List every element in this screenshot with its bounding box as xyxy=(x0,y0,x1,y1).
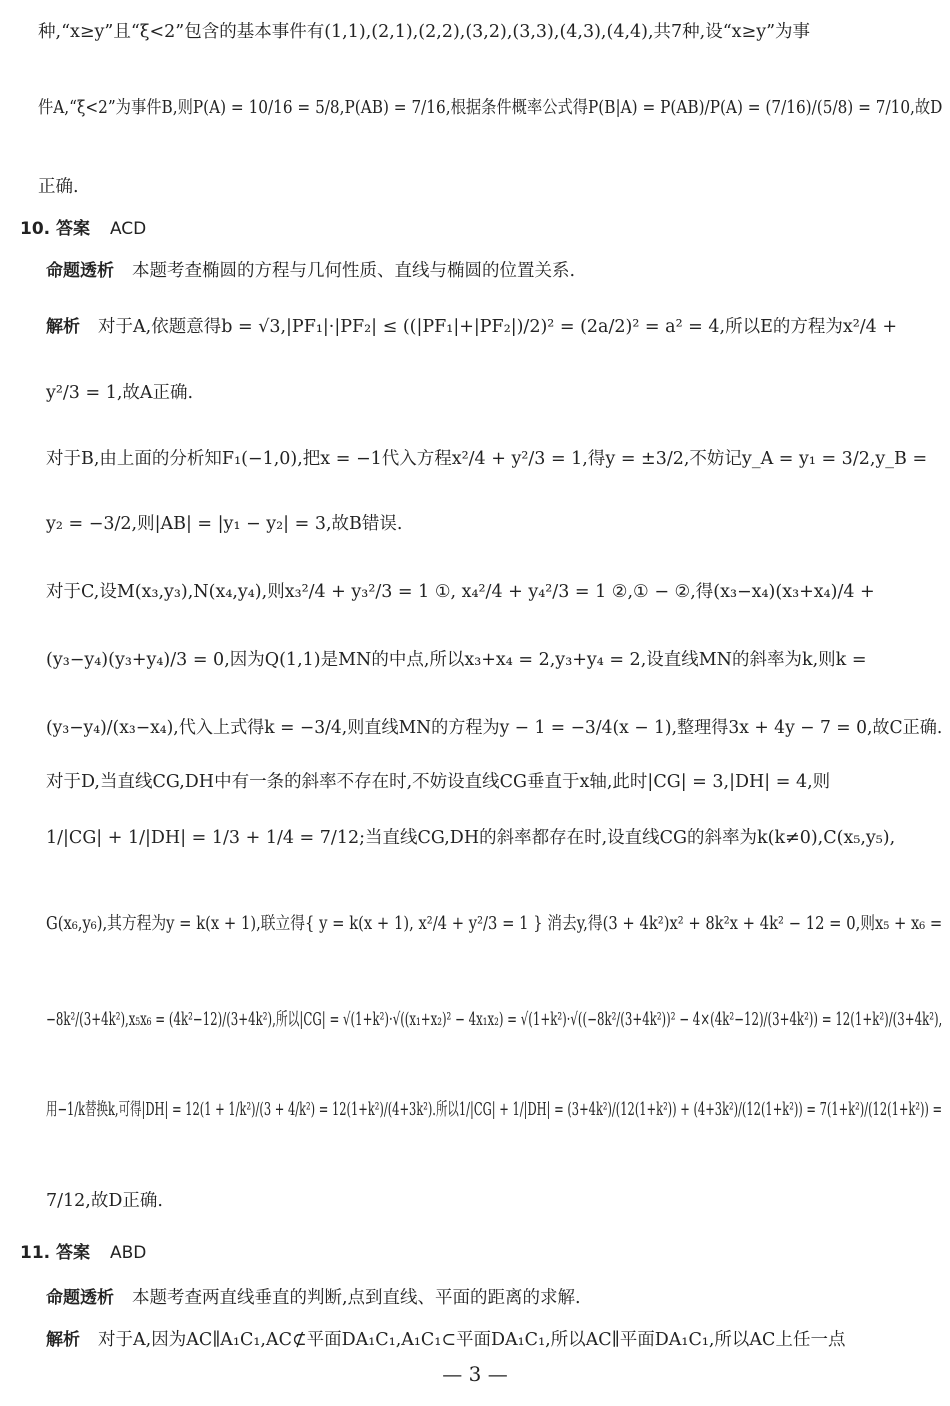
text-line: y²/3 = 1,故A正确. xyxy=(46,383,194,403)
analysis-line xyxy=(46,259,575,283)
page-number: — 3 — xyxy=(442,1362,508,1386)
answer-label: 答案 xyxy=(56,1243,91,1263)
text-line: y₂ = −3/2,则|AB| = |y₁ − y₂| = 3,故B错误. xyxy=(46,514,403,534)
text-line: G(x₆,y₆),其方程为y = k(x + 1),联立得{ y = k(x + 1), x²/4 + y²/3 = 1 } 消去y,得(3 + 4k²)x² + 8k²x + 4k² − 12 = 0,则x₅ + x₆ = xyxy=(46,914,943,934)
solution-line xyxy=(46,315,897,339)
analysis-tag: 命题透析 xyxy=(46,1288,114,1308)
text-line: 对于D,当直线CG,DH中有一条的斜率不存在时,不妨设直线CG垂直于x轴,此时|CG| = 3,|DH| = 4,则 xyxy=(46,772,831,792)
solution-tag: 解析 xyxy=(46,1330,80,1350)
analysis-text: 本题考查两直线垂直的判断,点到直线、平面的距离的求解. xyxy=(132,1288,581,1308)
text-line: 正确. xyxy=(38,177,79,197)
solution-tag: 解析 xyxy=(46,317,80,337)
analysis-tag: 命题透析 xyxy=(46,261,114,281)
text-line: 对于B,由上面的分析知F₁(−1,0),把x = −1代入方程x²/4 + y²/3 = 1,得y = ±3/2,不妨记y_A = y₁ = 3/2,y_B = xyxy=(46,449,928,469)
answer-value: ABD xyxy=(109,1243,147,1263)
answer-value: ACD xyxy=(109,219,147,239)
text-line: 对于C,设M(x₃,y₃),N(x₄,y₄),则x₃²/4 + y₃²/3 = 1 ①, x₄²/4 + y₄²/3 = 1 ②,① − ②,得(x₃−x₄)(x₃+x₄)/4 + xyxy=(46,582,875,602)
answer-line-q10 xyxy=(20,217,146,241)
question-number: 10. xyxy=(20,219,51,239)
text-line: 种,“x≥y”且“ξ<2”包含的基本事件有(1,1),(2,1),(2,2),(3,2),(3,3),(4,3),(4,4),共7种,设“x≥y”为事 xyxy=(38,22,811,42)
text-line: 用−1/k替换k,可得|DH| = 12(1 + 1/k²)/(3 + 4/k²) = 12(1+k²)/(4+3k²).所以1/|CG| + 1/|DH| = (3+4k²)/(12(1+k²)) + (4+3k²)/(12(1+k²)) = 7(1+k²)/(12(1+k²)) = xyxy=(46,1100,943,1120)
text-line: (y₃−y₄)/(x₃−x₄),代入上式得k = −3/4,则直线MN的方程为y − 1 = −3/4(x − 1),整理得3x + 4y − 7 = 0,故C正确. xyxy=(46,718,943,738)
solution-line xyxy=(46,1328,845,1352)
text-line: 7/12,故D正确. xyxy=(46,1191,163,1211)
analysis-line xyxy=(46,1286,581,1310)
question-number: 11. xyxy=(20,1243,51,1263)
solution-text: 对于A,因为AC∥A₁C₁,AC⊄平面DA₁C₁,A₁C₁⊂平面DA₁C₁,所以AC∥平面DA₁C₁,所以AC上任一点 xyxy=(98,1330,846,1350)
answer-line-q11 xyxy=(20,1241,146,1265)
text-line: 件A,“ξ<2”为事件B,则P(A) = 10/16 = 5/8,P(AB) = 7/16,根据条件概率公式得P(B|A) = P(AB)/P(A) = (7/16)/(5/8) = 7/10,故D xyxy=(38,98,943,118)
text-line: −8k²/(3+4k²),x₅x₆ = (4k²−12)/(3+4k²),所以|CG| = √(1+k²)·√((x₁+x₂)² − 4x₁x₂) = √(1+k²)·√((−8k²/(3+4k²))² − 4×(4k²−12)/(3+4k²)) = 12(1+k²)/(3+4k²), xyxy=(46,1010,943,1030)
analysis-text: 本题考查椭圆的方程与几何性质、直线与椭圆的位置关系. xyxy=(132,261,576,281)
answer-label: 答案 xyxy=(56,219,91,239)
solution-text: 对于A,依题意得b = √3,|PF₁|·|PF₂| ≤ ((|PF₁|+|PF₂|)/2)² = (2a/2)² = a² = 4,所以E的方程为x²/4 + xyxy=(98,317,898,337)
text-line: (y₃−y₄)(y₃+y₄)/3 = 0,因为Q(1,1)是MN的中点,所以x₃+x₄ = 2,y₃+y₄ = 2,设直线MN的斜率为k,则k = xyxy=(46,650,867,670)
text-line: 1/|CG| + 1/|DH| = 1/3 + 1/4 = 7/12;当直线CG,DH的斜率都存在时,设直线CG的斜率为k(k≠0),C(x₅,y₅), xyxy=(46,828,896,848)
